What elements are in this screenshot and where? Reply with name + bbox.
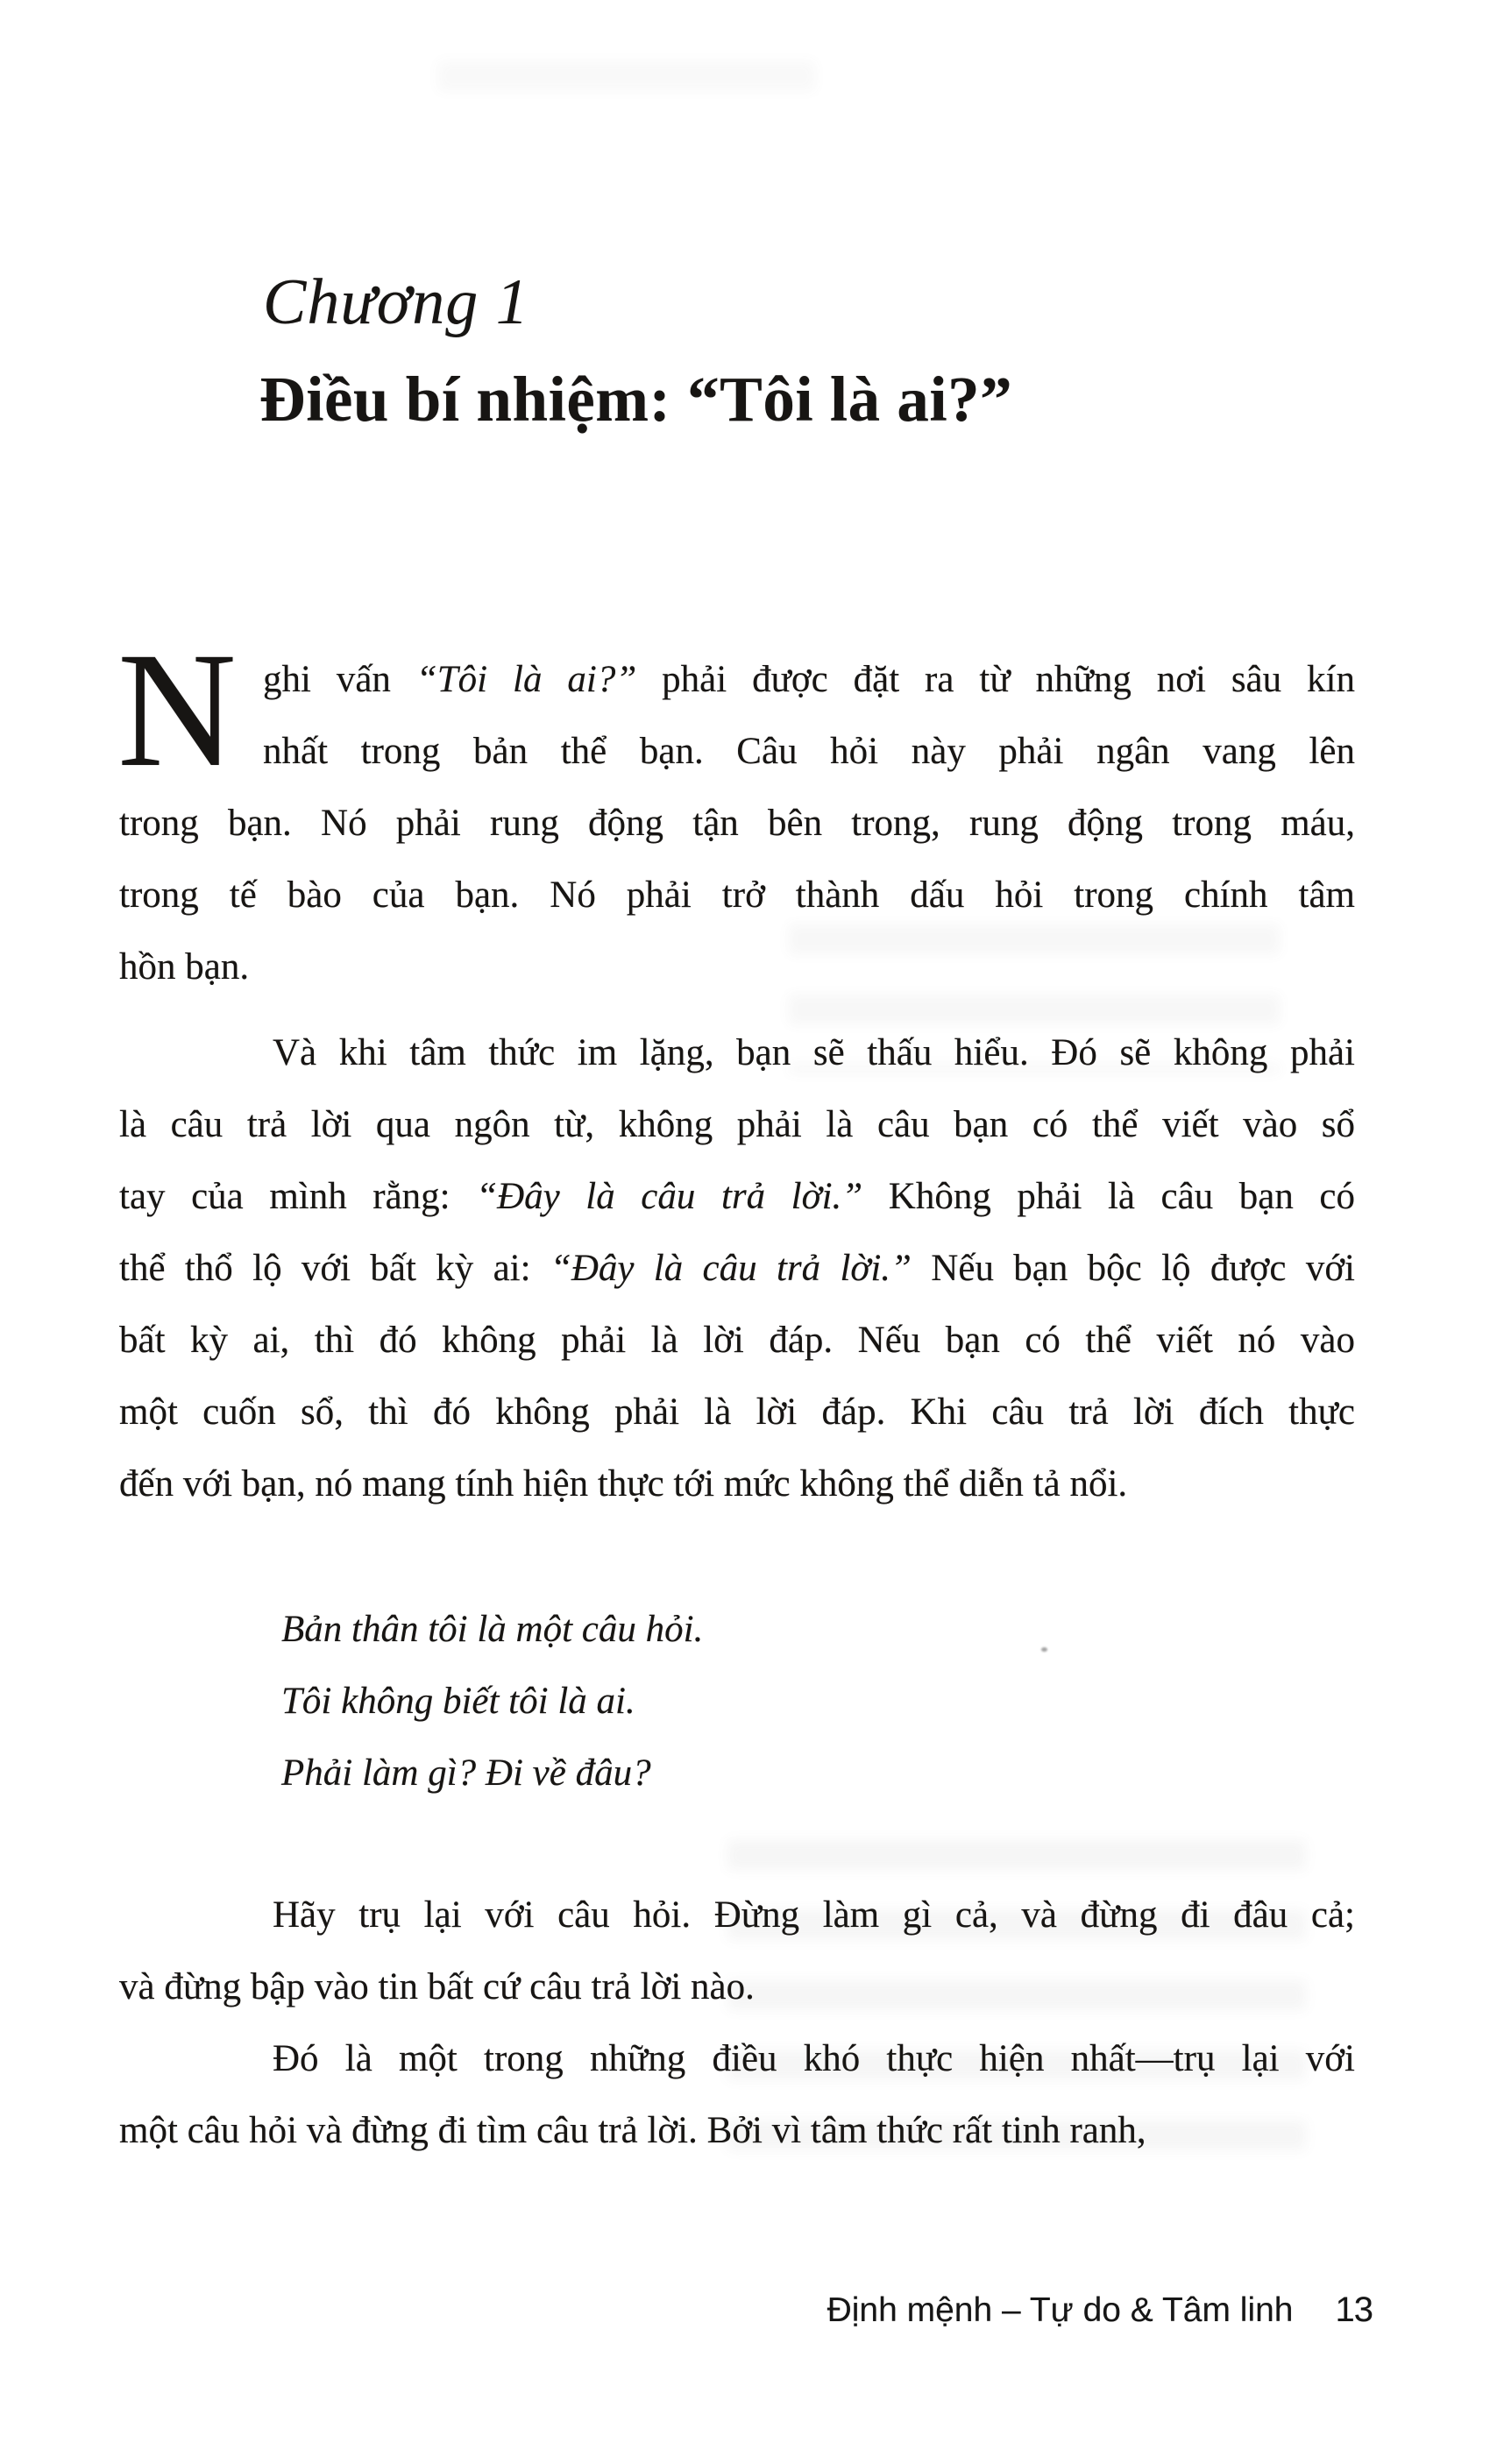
text-line: là câu trả lời qua ngôn từ, không phải là câu bạn có thể viết vào sổ [119, 1104, 1355, 1145]
paragraph-3 [119, 1880, 1355, 2023]
paragraph-1 [119, 644, 1355, 1003]
paragraph-4 [119, 2023, 1355, 2167]
body-text [119, 644, 1355, 2167]
text-line: trong bạn. Nó phải rung động tận bên trong, rung động trong máu, [119, 803, 1355, 844]
text-line: Đó là một trong những điều khó thực hiện nhất—trụ lại với [273, 2038, 1355, 2079]
text-line: ghi vấn “Tôi là ai?” phải được đặt ra từ những nơi sâu kín [263, 659, 1355, 700]
text-line: một câu hỏi và đừng đi tìm câu trả lời. Bởi vì tâm thức rất tinh ranh, [119, 2110, 1146, 2151]
running-title: Định mệnh – Tự do & Tâm linh [826, 2291, 1294, 2329]
text-line: tay của mình rằng: “Đây là câu trả lời.” Không phải là câu bạn có [119, 1176, 1356, 1217]
text-line: nhất trong bản thể bạn. Câu hỏi này phải ngân vang lên [263, 731, 1355, 772]
text-line: Bản thân tôi là một câu hỏi. [281, 1609, 704, 1650]
text-line: một cuốn sổ, thì đó không phải là lời đáp. Khi câu trả lời đích thực [119, 1391, 1355, 1433]
text-line: đến với bạn, nó mang tính hiện thực tới mức không thể diễn tả nổi. [119, 1463, 1128, 1505]
drop-cap: N [117, 618, 237, 801]
text-line: thể thổ lộ với bất kỳ ai: “Đây là câu trả lời.” Nếu bạn bộc lộ được với [119, 1248, 1356, 1289]
paragraph-2 [119, 1017, 1355, 1520]
text-line: Tôi không biết tôi là ai. [281, 1681, 635, 1722]
text-line: bất kỳ ai, thì đó không phải là lời đáp. Nếu bạn có thể viết nó vào [119, 1320, 1355, 1361]
text-line: Phải làm gì? Đi về đâu? [281, 1752, 651, 1794]
text-line: Và khi tâm thức im lặng, bạn sẽ thấu hiểu. Đó sẽ không phải [273, 1032, 1355, 1073]
chapter-title: Điều bí nhiệm: “Tôi là ai?” [259, 364, 1013, 435]
text-line: hồn bạn. [119, 946, 250, 988]
showthrough-smudge [438, 61, 815, 131]
text-line: Hãy trụ lại với câu hỏi. Đừng làm gì cả, và đừng đi đâu cả; [273, 1894, 1355, 1936]
chapter-label: Chương 1 [263, 266, 529, 338]
verse [119, 1594, 1355, 1809]
page-number: 13 [1335, 2291, 1373, 2329]
text-line: trong tế bào của bạn. Nó phải trở thành dấu hỏi trong chính tâm [119, 874, 1355, 916]
page-footer [827, 2289, 1373, 2332]
text-line: và đừng bập vào tin bất cứ câu trả lời nào. [119, 1966, 755, 2007]
